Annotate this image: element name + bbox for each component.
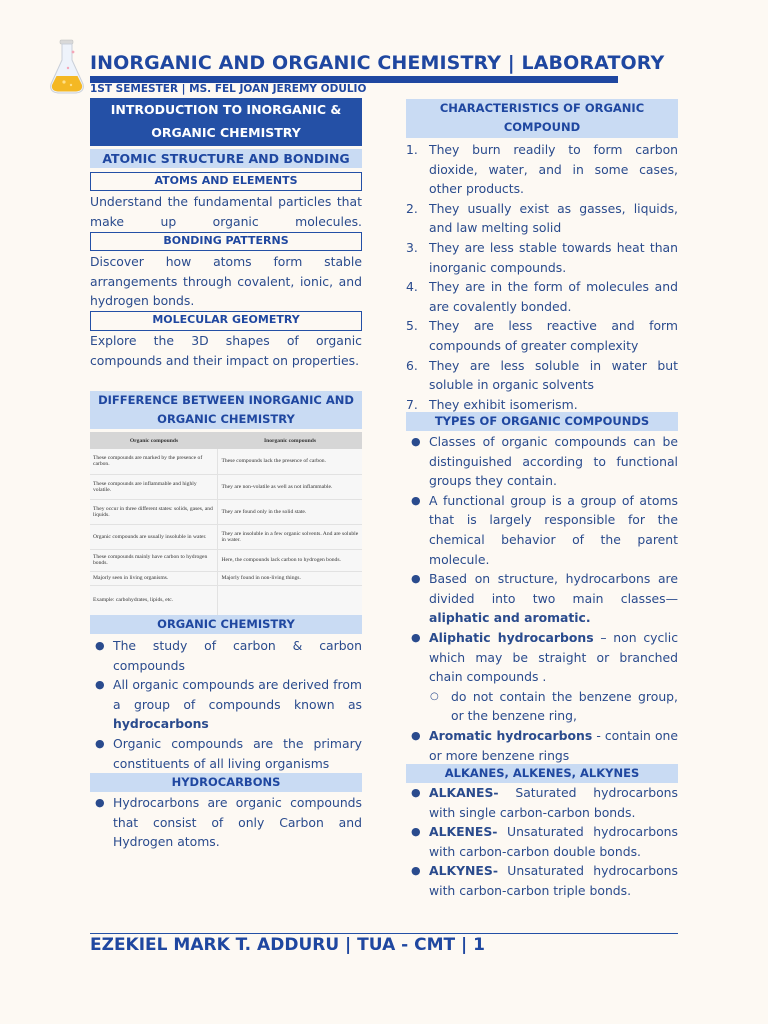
list-item (406, 628, 678, 687)
footer-divider (90, 933, 678, 934)
list-item (90, 675, 362, 734)
list-number: 7. (406, 396, 418, 412)
list-item (406, 238, 678, 277)
list-item-bold: Aromatic hydrocarbons (429, 727, 593, 743)
hydrocarbons-heading: HYDROCARBONS (90, 773, 362, 792)
list-item (406, 861, 678, 900)
atoms-elements-heading: ATOMS AND ELEMENTS (90, 172, 362, 191)
table-cell: These compounds are inflammable and highly volatile. (90, 474, 218, 499)
table-cell: Organic compounds are usually insoluble in water. (90, 524, 218, 549)
list-item-text: Hydrocarbons are organic compounds that consist of only Carbon and Hydrogen atoms. (113, 795, 362, 850)
list-item-text: They are less stable towards heat than inorganic compounds. (429, 239, 678, 275)
table-cell: Majorly seen in living organisms. (90, 571, 218, 585)
title-underline (90, 76, 618, 83)
bullet-icon: ● (411, 572, 421, 586)
circle-bullet-icon: ○ (430, 690, 439, 702)
list-number: 1. (406, 142, 418, 157)
table-cell: Majorly found in non-living things. (218, 571, 362, 585)
list-item-text: A functional group is a group of atoms that is largely responsible for the chemical behavior of the parent molecule. (429, 492, 678, 567)
bullet-icon: ● (95, 678, 105, 692)
table-cell: They are non-volatile as well as not inflammable. (218, 474, 362, 499)
alkanes-heading: ALKANES, ALKENES, ALKYNES (406, 764, 678, 783)
list-item (406, 277, 678, 316)
list-item (90, 636, 362, 675)
list-item-text: They exhibit isomerism. (429, 396, 578, 412)
list-item (406, 199, 678, 238)
table-row (90, 571, 362, 585)
table-row (90, 474, 362, 499)
characteristics-heading-line1: CHARACTERISTICS OF ORGANIC (439, 101, 645, 115)
list-item (406, 822, 678, 861)
organic-chemistry-heading: ORGANIC CHEMISTRY (90, 615, 362, 634)
list-item-text: Organic compounds are the primary constituents of all living organisms (113, 735, 362, 771)
table-row (90, 549, 362, 571)
table-header-row (90, 432, 362, 449)
bullet-icon: ● (411, 825, 421, 839)
molecular-geometry-heading: MOLECULAR GEOMETRY (90, 311, 362, 331)
list-item (90, 734, 362, 773)
types-list (406, 432, 678, 765)
bullet-icon: ● (411, 864, 421, 878)
characteristics-list (406, 140, 678, 414)
list-item-bold: ALKYNES- (429, 863, 498, 879)
difference-heading-line1: DIFFERENCE BETWEEN INORGANIC AND (98, 393, 354, 407)
comparison-table (90, 432, 362, 616)
list-item-text: They are less soluble in water but soluble in organic solvents (429, 357, 678, 393)
bullet-icon: ● (411, 728, 421, 742)
bullet-icon: ● (411, 493, 421, 507)
list-item-bold: aliphatic and aromatic. (429, 610, 591, 626)
table-cell: These compounds mainly have carbon to hydrogen bonds. (90, 549, 218, 571)
list-item-text: Unsaturated hydrocarbons with carbon-carbon triple bonds. (429, 863, 678, 898)
table-cell: They are found only in the solid state. (218, 499, 362, 524)
table-cell: They are insoluble in a few organic solvents. And are soluble in water. (218, 524, 362, 549)
bullet-icon: ● (95, 736, 105, 750)
alkanes-list (406, 783, 678, 901)
footer-author: EZEKIEL MARK T. ADDURU | TUA - CMT | 1 (90, 935, 485, 955)
list-item-text: Saturated hydrocarbons with single carbon-carbon bonds. (429, 785, 678, 820)
list-item (406, 432, 678, 491)
table-row (90, 449, 362, 474)
list-item (406, 316, 678, 355)
list-number: 2. (406, 200, 418, 216)
table-header-inorganic: Inorganic compounds (218, 432, 362, 449)
list-item (406, 569, 678, 628)
table-cell: These compounds lack the presence of carbon. (218, 449, 362, 474)
list-item-text: All organic compounds are derived from a group of compounds known as (113, 677, 362, 712)
document-title: INORGANIC AND ORGANIC CHEMISTRY | LABORATORY (90, 52, 665, 74)
table-row (90, 524, 362, 549)
characteristics-heading-line2: COMPOUND (503, 120, 581, 134)
atoms-elements-text: Understand the fundamental particles that make up organic molecules. (90, 194, 362, 229)
list-item-bold: Aliphatic hydrocarbons (429, 629, 594, 645)
list-item-text: They are less reactive and form compounds of greater complexity (429, 318, 678, 353)
hydrocarbons-list (90, 793, 362, 852)
table-row (90, 585, 362, 615)
bonding-patterns-heading: BONDING PATTERNS (90, 232, 362, 251)
list-item-text: Unsaturated hydrocarbons with carbon-carbon double bonds. (429, 824, 678, 859)
flask-icon (46, 38, 88, 98)
bullet-icon: ● (95, 796, 105, 809)
table-cell: They occur in three different states: solids, gases, and liquids. (90, 499, 218, 524)
list-item (406, 726, 678, 765)
list-item-text: Based on structure, hydrocarbons are divided into two main classes— (429, 571, 678, 606)
table-cell: Example: carbohydrates, lipids, etc. (90, 585, 218, 615)
bullet-icon: ● (411, 435, 421, 448)
list-item-text: - contain one or more benzene rings (429, 727, 678, 763)
list-item (406, 491, 678, 569)
list-number: 4. (406, 279, 418, 295)
organic-chemistry-list (90, 636, 362, 773)
list-item (406, 140, 678, 199)
bullet-icon: ● (95, 639, 105, 652)
table-cell (218, 585, 362, 615)
list-item-text: They are in the form of molecules and are covalently bonded. (429, 279, 678, 314)
list-item-text: They usually exist as gasses, liquids, and law melting solid (429, 200, 678, 236)
list-item-bold: hydrocarbons (113, 716, 209, 732)
list-item-text: do not contain the benzene group, or the benzene ring, (451, 688, 678, 724)
list-item-bold: ALKANES- (429, 785, 499, 800)
list-item-text: The study of carbon & carbon compounds (113, 638, 362, 673)
table-header-organic: Organic compounds (90, 432, 218, 449)
table-cell: Here, the compounds lack carbon to hydrogen bonds. (218, 549, 362, 571)
list-item-bold: ALKENES- (429, 824, 498, 840)
list-item (406, 356, 678, 395)
list-number: 3. (406, 239, 418, 255)
intro-heading-line1: INTRODUCTION TO INORGANIC & (110, 102, 342, 117)
characteristics-heading (406, 99, 678, 138)
list-subitem (406, 687, 678, 726)
list-item (406, 783, 678, 822)
list-item-text: They burn readily to form carbon dioxide, water, and in some cases, other products. (429, 142, 678, 197)
atomic-structure-heading: ATOMIC STRUCTURE AND BONDING (90, 149, 362, 168)
table-row (90, 499, 362, 524)
types-heading: TYPES OF ORGANIC COMPOUNDS (406, 412, 678, 431)
bonding-patterns-text: Discover how atoms form stable arrangements through covalent, ionic, and hydrogen bonds. (90, 254, 362, 309)
intro-heading-line2: ORGANIC CHEMISTRY (151, 125, 301, 140)
difference-heading (90, 391, 362, 429)
document-subtitle: 1ST SEMESTER | MS. FEL JOAN JEREMY ODULIO (90, 83, 367, 95)
difference-heading-line2: ORGANIC CHEMISTRY (157, 412, 295, 426)
molecular-geometry-text: Explore the 3D shapes of organic compounds and their impact on properties. (90, 333, 362, 368)
table-cell: These compounds are marked by the presence of carbon. (90, 449, 218, 474)
list-item (90, 793, 362, 852)
intro-heading (90, 98, 362, 146)
list-item-text: Classes of organic compounds can be distinguished according to functional groups they contain. (429, 434, 678, 489)
bullet-icon: ● (411, 786, 421, 799)
list-number: 5. (406, 318, 418, 334)
bullet-icon: ● (411, 630, 421, 644)
list-item-text: – non cyclic which may be straight or branched chain compounds . (429, 629, 679, 685)
list-number: 6. (406, 357, 418, 373)
